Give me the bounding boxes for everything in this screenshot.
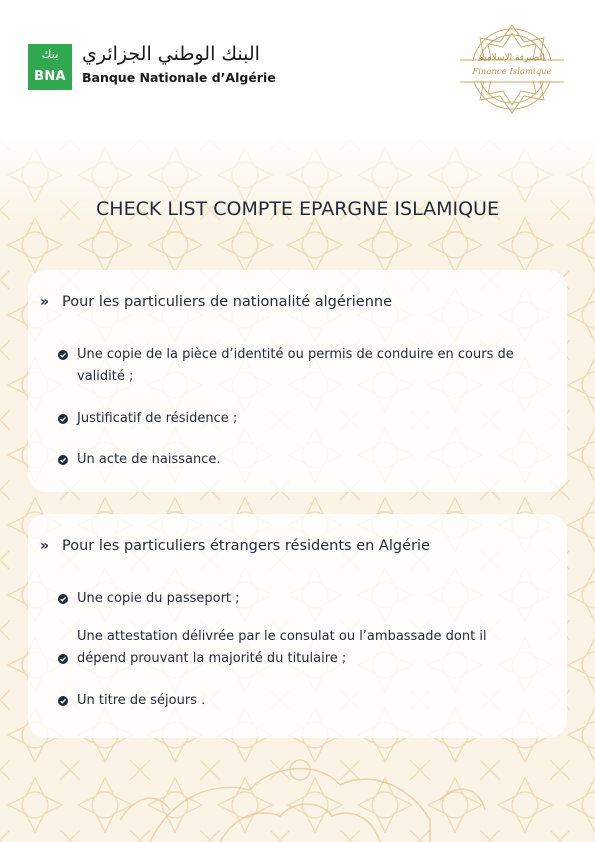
section-heading [40,294,392,310]
list-item [58,690,538,712]
section-heading-text: Pour les particuliers de nationalité algérienne [62,294,392,310]
list-item-text: Justificatif de résidence ; [77,411,238,426]
bank-name-arabic: البنك الوطني الجزائري [82,43,260,65]
check-circle-icon [58,654,68,664]
list-item [58,449,538,471]
list-item [58,344,538,388]
bna-logo [28,44,276,90]
list-item [58,588,538,610]
check-circle-icon [58,414,68,424]
list-item-text: Une copie du passeport ; [77,591,240,606]
islamic-finance-french: Finance Islamique [472,67,552,77]
double-chevron-right-icon: » [40,294,49,310]
list-item [58,626,538,670]
check-circle-icon [58,350,68,360]
page-title: CHECK LIST COMPTE EPARGNE ISLAMIQUE [96,198,499,220]
double-chevron-right-icon: » [40,538,49,554]
list-item-text: Une copie de la pièce d’identité ou permis de conduire en cours de validité ; [77,347,514,384]
bna-badge-arabic: بنك [41,47,59,61]
list-item-text: Un titre de séjours . [77,693,206,708]
section-heading [40,538,430,554]
bna-badge [28,44,72,90]
checklist-card-foreign [28,514,567,738]
check-circle-icon [58,696,68,706]
list-item-text: Une attestation délivrée par le consulat ou l’ambassade dont il dépend prouvant la majorité du titulaire ; [77,629,487,666]
bank-name-french: Banque Nationale d’Algérie [82,70,276,85]
bank-names [82,44,276,85]
list-item-text: Un acte de naissance. [77,452,221,467]
header [0,0,595,140]
check-circle-icon [58,594,68,604]
islamic-finance-arabic: الصيرفة الإسلامية [479,53,545,63]
list-item [58,408,538,430]
checklist-card-algerian [28,270,567,492]
check-circle-icon [58,455,68,465]
bna-badge-text: BNA [34,69,66,84]
section-heading-text: Pour les particuliers étrangers résidents en Algérie [62,538,430,554]
finance-islamique-logo [456,22,568,116]
